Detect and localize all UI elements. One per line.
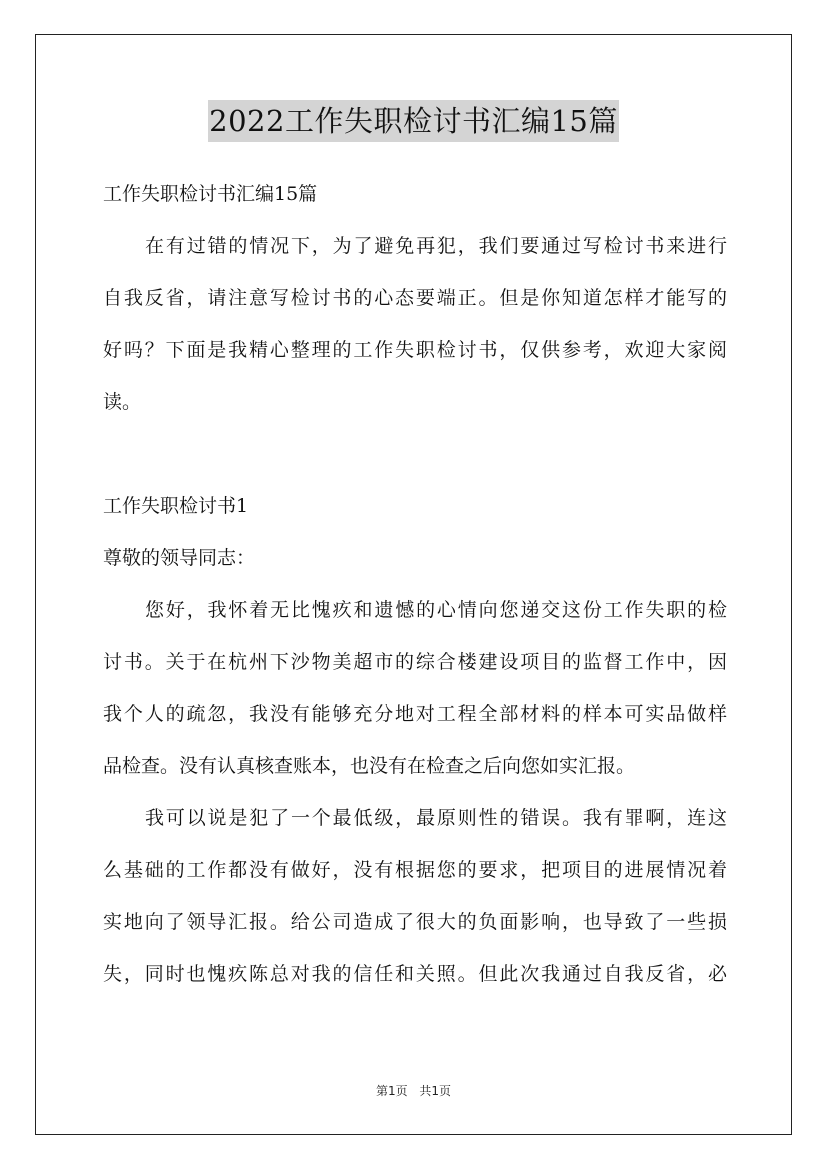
paragraph2-line: 么基础的工作都没有做好，没有根据您的要求，把项目的进展情况着 — [103, 859, 727, 881]
section-heading: 工作失职检讨书1 — [103, 495, 249, 517]
paragraph2-line: 实地向了领导汇报。给公司造成了很大的负面影响，也导致了一些损 — [103, 911, 727, 933]
intro-line: 好吗？下面是我精心整理的工作失职检讨书，仅供参考，欢迎大家阅 — [103, 339, 727, 361]
paragraph1-line: 品检查。没有认真核查账本，也没有在检查之后向您如实汇报。 — [103, 755, 636, 777]
intro-line: 读。 — [103, 391, 142, 413]
paragraph1-line: 讨书。关于在杭州下沙物美超市的综合楼建设项目的监督工作中，因 — [103, 651, 727, 673]
paragraph1-line: 您好，我怀着无比愧疚和遗憾的心情向您递交这份工作失职的检 — [145, 599, 727, 621]
page-number-current: 第1页 — [375, 1084, 408, 1098]
page-footer — [0, 1082, 827, 1099]
intro-line: 自我反省，请注意写检讨书的心态要端正。但是你知道怎样才能写的 — [103, 287, 727, 309]
document-body — [103, 170, 727, 1002]
document-title: 2022工作失职检讨书汇编15篇 — [208, 100, 619, 142]
salutation: 尊敬的领导同志： — [103, 547, 256, 569]
blank-line — [103, 430, 727, 482]
document-subtitle: 工作失职检讨书汇编15篇 — [103, 183, 318, 205]
paragraph2-line: 失，同时也愧疚陈总对我的信任和关照。但此次我通过自我反省，必 — [103, 963, 727, 985]
intro-line: 在有过错的情况下，为了避免再犯，我们要通过写检讨书来进行 — [145, 235, 727, 257]
title-container — [0, 100, 827, 142]
paragraph1-line: 我个人的疏忽，我没有能够充分地对工程全部材料的样本可实品做样 — [103, 703, 727, 725]
paragraph2-line: 我可以说是犯了一个最低级，最原则性的错误。我有罪啊，连这 — [145, 807, 727, 829]
page-number-total: 共1页 — [419, 1084, 452, 1098]
